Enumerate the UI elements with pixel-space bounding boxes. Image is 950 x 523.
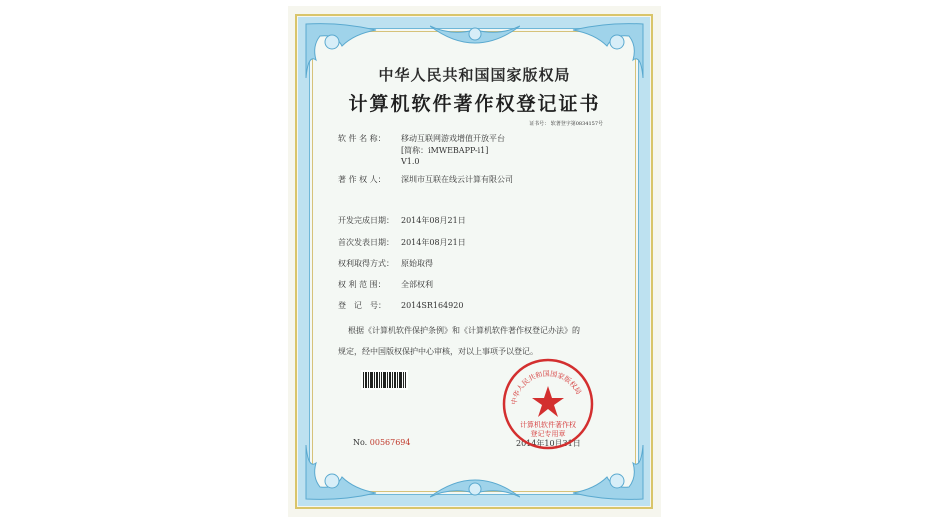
software-name-value: 移动互联网游戏增值开放平台 [401,134,505,143]
issuer-title: 中华人民共和国国家版权局 [378,66,571,84]
legal-paragraph-line2: 规定，经中国版权保护中心审核，对以上事项予以登记。 [338,347,538,356]
rights-scope-label: 权 利 范 围： [338,280,386,289]
bottom-ornament [430,467,520,503]
copyright-owner-value: 深圳市互联在线云计算有限公司 [401,175,513,184]
publish-date-label: 首次发表日期： [338,238,394,247]
serial-number [353,438,410,447]
acquire-method-label: 权利取得方式： [338,259,394,268]
reg-number-value: 2014SR164920 [401,301,464,310]
copyright-owner-label: 著 作 权 人： [338,175,386,184]
copyright-owner-row [338,174,513,185]
top-ornament [430,20,520,56]
seal-center-line1: 计算机软件著作权 [520,421,576,429]
acquire-method-value: 原始取得 [401,259,433,268]
publish-date-value: 2014年08月21日 [401,238,466,247]
seal-ring-text: 中华人民共和国国家版权局 [510,369,583,406]
serial-label: No. [353,438,368,447]
dev-date-label: 开发完成日期： [338,216,394,225]
dev-date-row [338,215,466,226]
software-version: V1.0 [401,157,420,166]
software-name-label: 软 件 名 称： [338,134,386,143]
seal-center-line2: 登记专用章 [530,430,566,438]
corner-ornament-bottom-left [302,441,380,503]
dev-date-value: 2014年08月21日 [401,216,466,225]
reg-number-label: 登 记 号： [338,301,386,310]
publish-date-row [338,237,466,248]
software-short-name: [简称：iMWEBAPP-i1] [401,146,489,155]
software-name-row [338,133,505,144]
legal-paragraph-line1: 根据《计算机软件保护条例》和《计算机软件著作权登记办法》的 [348,326,580,335]
certificate-document [288,6,661,517]
barcode [361,370,408,390]
reg-number-row [338,300,463,311]
serial-value: 00567694 [369,438,411,447]
star-icon [532,386,564,417]
rights-scope-row [338,279,433,290]
rights-scope-value: 全部权利 [401,280,433,289]
issue-date: 2014年10月31日 [516,439,581,448]
official-seal [500,356,596,452]
certificate-number: 证书号： 软著登字第0834157号 [529,121,603,127]
certificate-title: 计算机软件著作权登记证书 [348,93,601,115]
acquire-method-row [338,258,433,269]
